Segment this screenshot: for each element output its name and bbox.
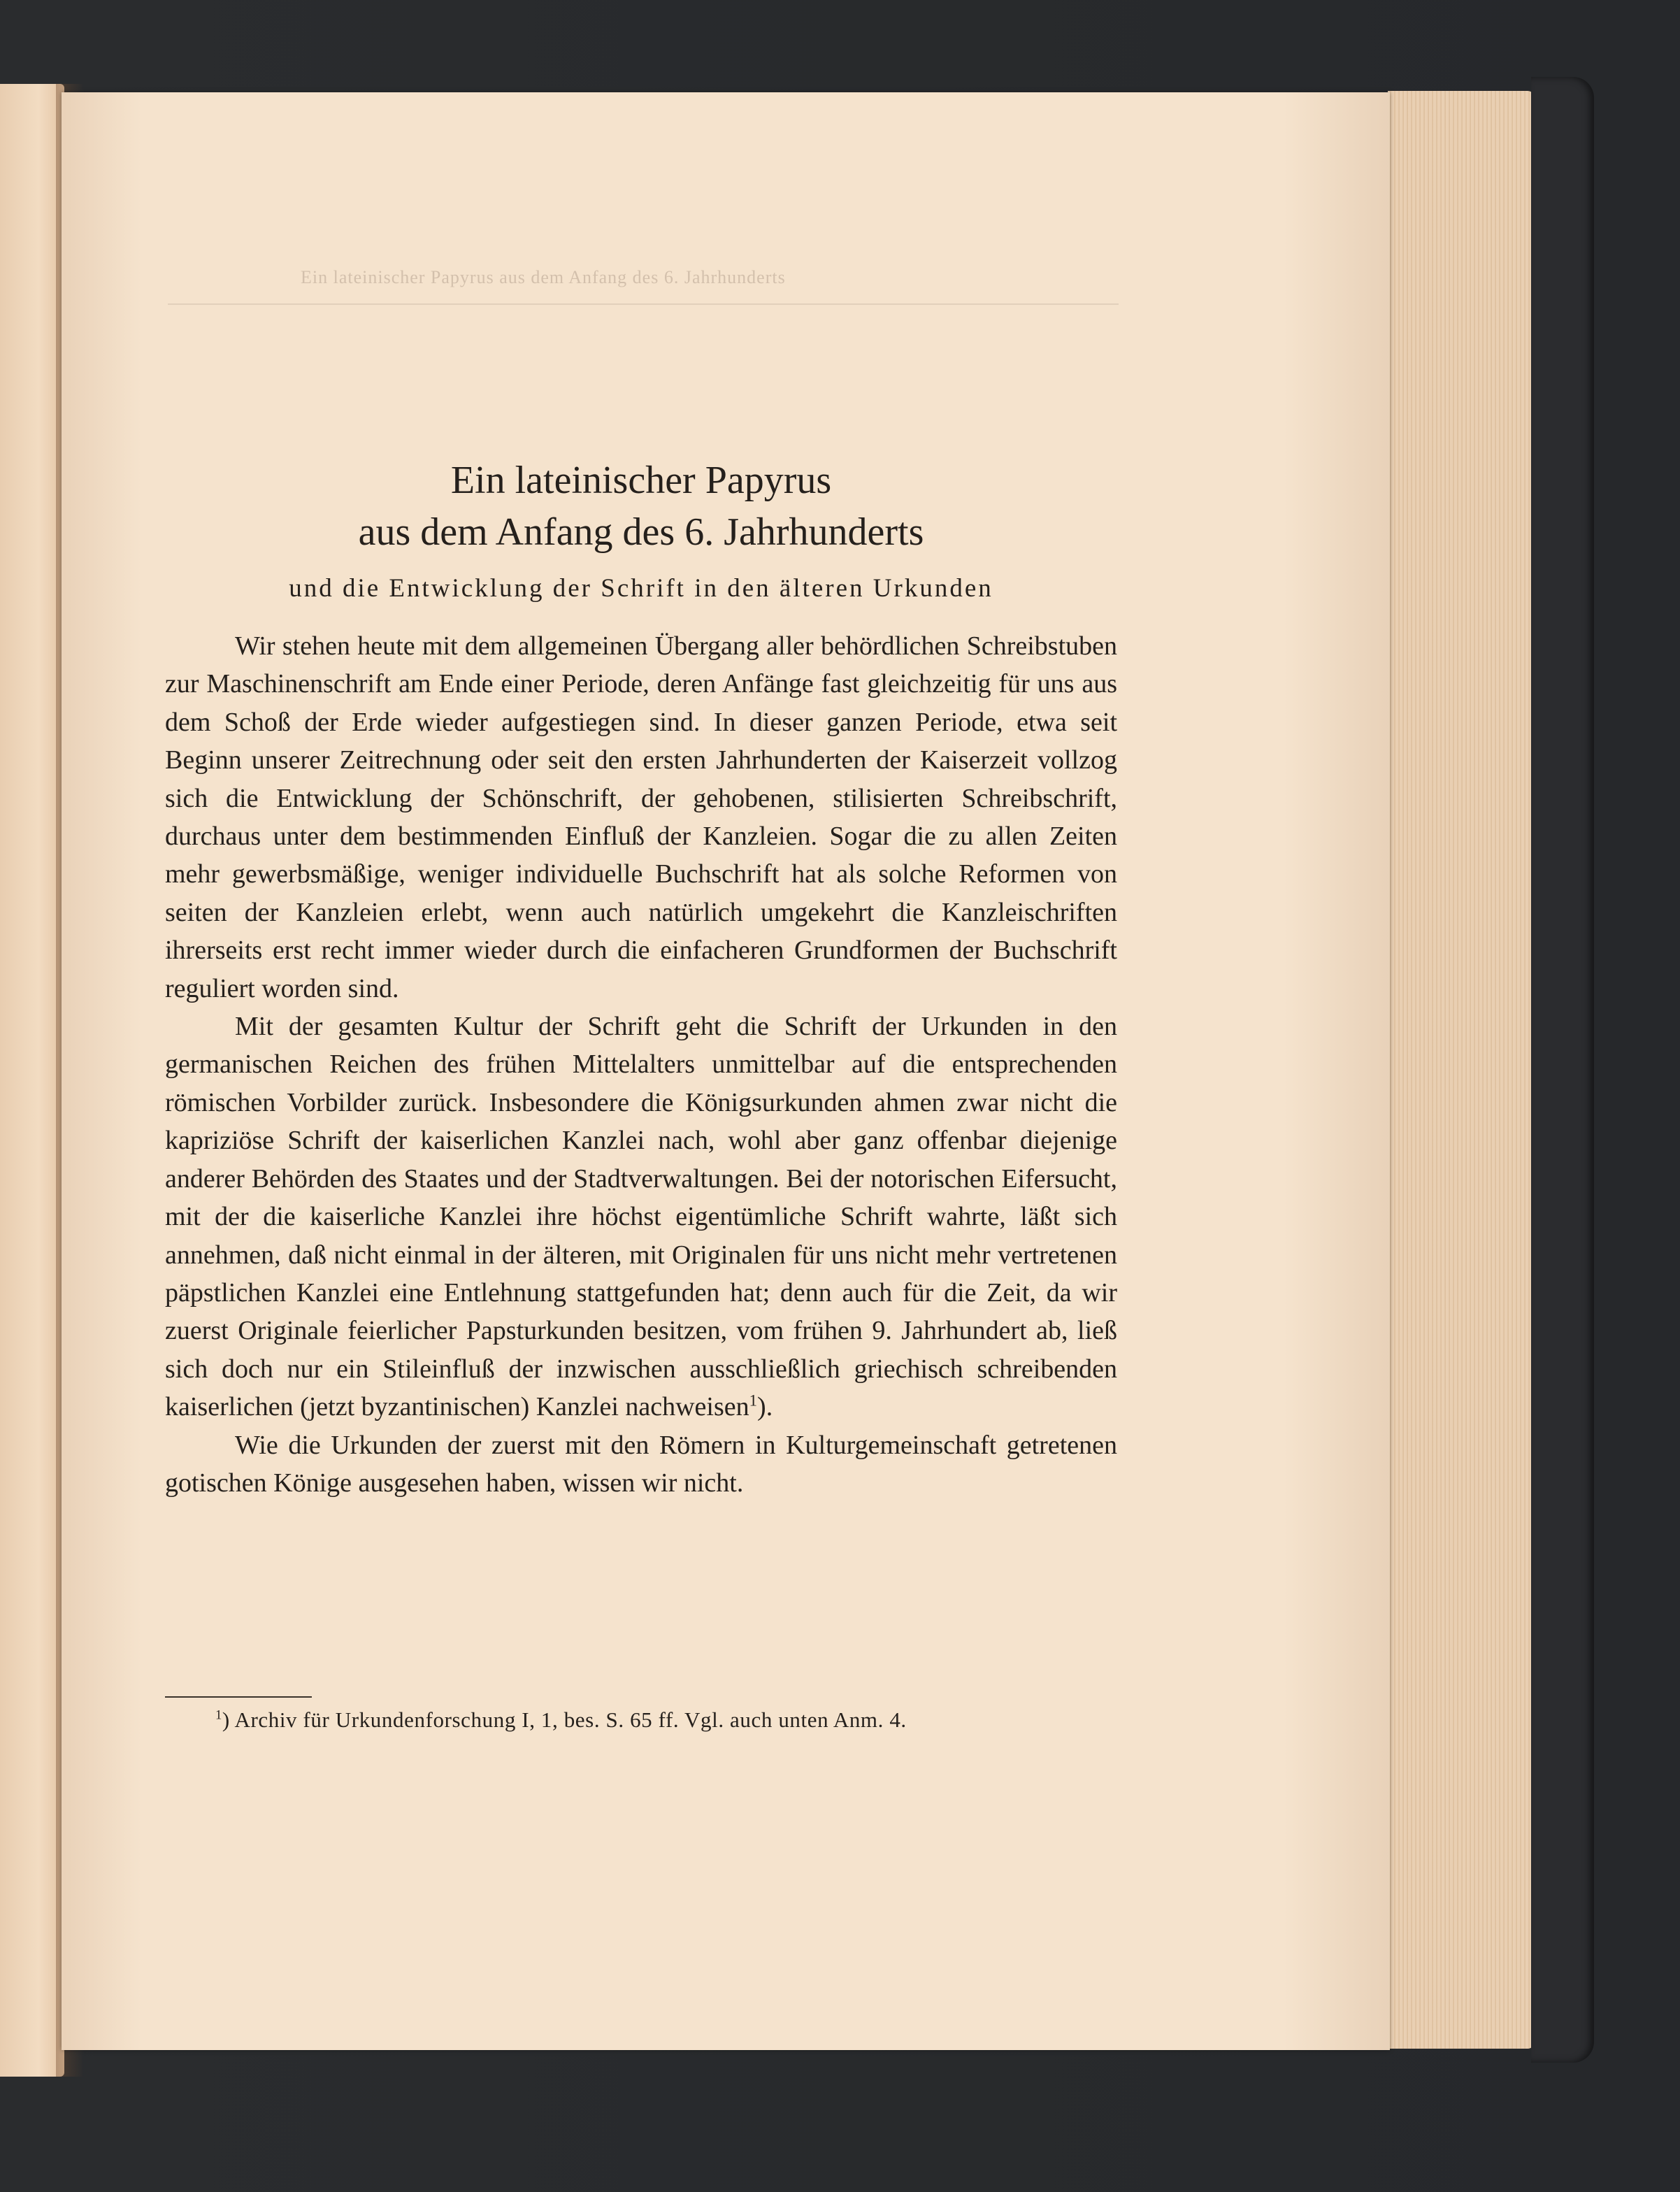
article-body [165,454,1117,1502]
book-cover-edge [1531,77,1594,2063]
page-block-edges [1388,91,1535,2049]
footnote-rule [165,1696,312,1698]
article-subtitle: und die Entwicklung der Schrift in den älteren Urkunden [289,574,993,603]
paragraph-2-text: Mit der gesamten Kultur der Schrift geht die Schrift der Urkunden in den germanischen Reichen des frühen Mittelalters unmittelbar auf die entsprechenden römischen Vorbilder zurück. Insbesondere die Königsurkunden ahmen zwar nicht die kapriziöse Schrift der kaiserlichen Kanzlei nach, wohl aber ganz offenbar diejenige anderer Behörden des Staates und der Stadtverwaltungen. Bei der notorischen Eifersucht, mit der die kaiserliche Kanzlei ihre höchst eigentümliche Schrift wahrte, läßt sich annehmen, daß nicht einmal in der älteren, mit Originalen für uns nicht mehr vertretenen päpstlichen Kanzlei eine Entlehnung stattgefunden hat; denn auch für die Zeit, da wir zuerst Originale feierlicher Papsturkunden besitzen, vom frühen 9. Jahrhundert ab, ließ sich doch nur ein Stileinfluß der inzwischen ausschließlich griechisch schreibenden kaiserlichen (jetzt byzantinischen) Kanzlei nachweisen [165,1012,1117,1422]
title-line-1: Ein lateinischer Papyrus [450,459,832,502]
paragraph-2-end: ). [757,1392,773,1422]
footnote [165,1706,1117,1734]
footnote-text: ) Archiv für Urkundenforschung I, 1, bes. S. 65 ff. Vgl. auch unten Anm. 4. [222,1707,907,1732]
bleed-through-rule [168,303,1119,305]
bleed-through-running-head: Ein lateinischer Papyrus aus dem Anfang des 6. Jahrhunderts [301,267,786,287]
title-line-2: aus dem Anfang des 6. Jahrhunderts [358,510,924,554]
paragraph-2 [165,1008,1117,1426]
footnote-marker: 1 [215,1707,222,1723]
previous-page-edge [0,84,64,2077]
article-title [165,454,1117,558]
footnote-reference: 1 [749,1391,758,1410]
paragraph-1: Wir stehen heute mit dem allgemeinen Übergang aller behördlichen Schreibstuben zur Maschinenschrift am Ende einer Periode, deren Anfänge fast gleichzeitig für uns aus dem Schoß der Erde wieder aufgestiegen sind. In dieser ganzen Periode, etwa seit Beginn unserer Zeitrechnung oder seit den ersten Jahrhunderten der Kaiserzeit vollzog sich die Entwicklung der Schönschrift, der gehobenen, stilisierten Schreibschrift, durchaus unter dem bestimmenden Einfluß der Kanzleien. Sogar die zu allen Zeiten mehr gewerbsmäßige, weniger individuelle Buchschrift hat als solche Reformen von seiten der Kanzleien erlebt, wenn auch natürlich umgekehrt die Kanzleischriften ihrerseits erst recht immer wieder durch die einfacheren Grundformen der Buchschrift reguliert worden sind. [165,631,1117,1003]
paragraph-3: Wie die Urkunden der zuerst mit den Römern in Kulturgemeinschaft getretenen gotischen Könige ausgesehen haben, wissen wir nicht. [165,1430,1117,1498]
